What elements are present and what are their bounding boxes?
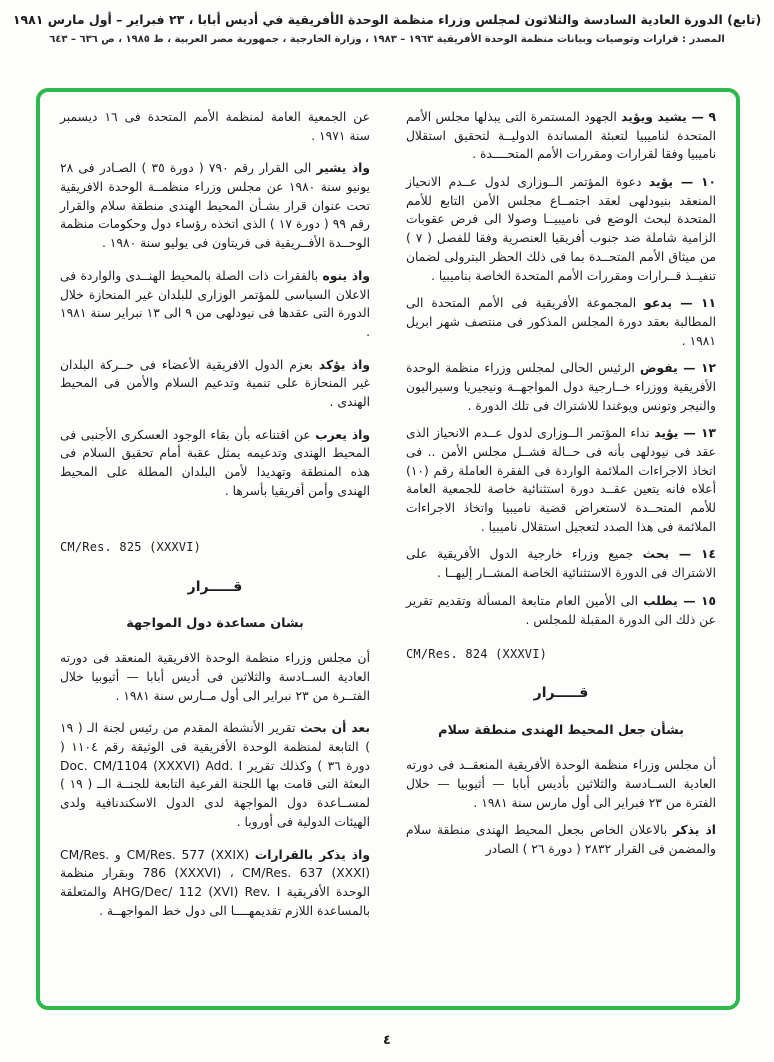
- green-frame: [36, 88, 740, 1010]
- header-source-line: المصدر : قرارات وتوصيات وبيانات منظمة الوحدة الأفريقية ١٩٦٣ – ١٩٨٣ ، وزارة الخارجية ، جمهورية مصر العربية ، ط ١٩٨٥ ، ص ٦٣٦ – ٦٤٣: [49, 34, 725, 45]
- document-header: [0, 0, 774, 45]
- affirms-paragraph: [60, 356, 370, 412]
- clause-12-text: الرئيس الحالى لمجلس وزراء منظمة الوحدة الأفريقية ووزراء خــارجية دول المواجهــة ونيجيريا وسيراليون والنيجر وتونس ويوغندا للاشتراك فى تلك الدورة .: [406, 361, 716, 413]
- refers-lead: واذ يشير: [316, 161, 370, 176]
- resolution-code-825: CM/Res. 825 (XXXVI): [60, 540, 202, 555]
- clause-12: [406, 359, 716, 415]
- resolution-824-opening-text: أن مجلس وزراء منظمة الوحدة الأفريقية المنعقــد فى دورته العادية الســادسة والثلاثين بأديس أبابا — أثيوبيا — خلال الفترة من ٢٣ فبراير الى أول مارس سنة ١٩٨١ .: [406, 758, 716, 810]
- clause-13-text: نداء المؤتمر الــوزارى لدول عــدم الانحياز الذى عقد فى نيودلهى بأنه فى حــالة فشــل مجلس الأمن .. فى اتخاذ الاجراءات الملائمة الواردة فى الفقرة العاملة رقم (١٠) أعلاه فانه يتعين عقــد دورة استثنائية خاصة للجمعية العامة للأمم المتحــدة لاستعراض قضية ناميبيا واتخاذ الاجراءات الملائمة فى هذا الصدد لتعجيل استقلال ناميبيا .: [406, 426, 716, 534]
- recalls-lead: واذ يذكر بالقرارات: [254, 847, 370, 862]
- examined-paragraph: [60, 719, 370, 831]
- clause-9-lead: ٩ — يشيد ويؤيد: [621, 110, 716, 124]
- column-right: [406, 108, 716, 994]
- clause-10: [406, 173, 716, 285]
- resolution-824-opening: [406, 756, 716, 812]
- notes-text: بالفقرات ذات الصلة بالمحيط الهنــدى والواردة فى الاعلان السياسى للمؤتمر الوزارى للبلدان غير المنحازة خلال الدورة التى عقدها فى نيودلهى من ٩ الى ١٣ نبراير سنة ١٩٨١ .: [60, 268, 370, 339]
- continuation-paragraph: [60, 108, 370, 145]
- resolution-code-824: CM/Res. 824 (XXXVI): [406, 647, 548, 662]
- resolution-824-recall-lead: اذ يذكر: [672, 823, 717, 838]
- clause-14-lead: ١٤ — بحث: [642, 547, 716, 562]
- affirms-text: بعزم الدول الافريقية الأعضاء فى حــركة البلدان غير المنحازة على تنمية وتدعيم السلام والأمن فى المحيط الهندى .: [60, 357, 370, 409]
- resolution-subject-824: بشأن جعل المحيط الهندى منطقة سلام: [438, 722, 684, 738]
- conviction-text: عن اقتناعه بأن بقاء الوجود العسكرى الأجنبى فى المحيط الهندى وتدعيمه يمثل عقبة أمام تحقيق السلام فى هذه المنطقة وتهديدا لأمن البلدان المطلة على المحيط الهندى وأمن أفريقيا بأسرها .: [60, 427, 370, 498]
- resolution-title-824: قـــــرار: [533, 685, 589, 702]
- column-left: [60, 108, 370, 994]
- refers-paragraph: [60, 159, 370, 252]
- examined-text: تقرير الأنشطة المقدم من رئيس لجنة الـ ( ١٩ ) التابعة لمنظمة الوحدة الأفريقية فى الوثيقة رقم ١١٠٤ ( دورة ٣٦ ) وكذلك تقرير Doc. CM/1104 (XXXVI) Add. I البعثة التى قامت بها اللجنة الفرعية التابعة للجنــة الــ ( ١٩ ) لمســاعدة دول المواجهة لدى الدول الاسكندنافية ولدى الهيئات الدولية فى أوروبا .: [60, 721, 370, 829]
- resolution-825-opening-text: أن مجلس وزراء منظمة الوحدة الافريقية المنعقد فى دورته العادية الســادسة والثلاثين فى أديس أبابا — أثيوبيا خلال الفتــرة من ٢٣ نبراير الى أول مــارس سنة ١٩٨١ .: [60, 651, 370, 703]
- clause-13: [406, 424, 716, 536]
- conviction-lead: واذ يعرب: [315, 427, 370, 442]
- resolution-824-recall-text: بالاعلان الخاص بجعل المحيط الهندى منطقة سلام والمضمن فى القرار ٢٨٣٢ ( دورة ٢٦ ) الصادر: [406, 823, 716, 856]
- text-columns: [60, 108, 716, 994]
- clause-9: [406, 108, 716, 164]
- resolution-825-opening: [60, 649, 370, 705]
- examined-lead: بعد أن بحث: [300, 721, 370, 736]
- resolution-subject-825: بشان مساعدة دول المواجهة: [126, 615, 304, 631]
- clause-11: [406, 294, 716, 350]
- notes-paragraph: [60, 267, 370, 342]
- clause-11-text: المجموعة الأفريقية فى الأمم المتحدة الى المطالبة بعقد دورة المجلس المذكور فى منتصف شهر ابريل ١٩٨١ .: [406, 296, 716, 348]
- resolution-824-recall: [406, 821, 716, 858]
- resolution-title-825: قـــــرار: [187, 578, 243, 595]
- recalls-paragraph: [60, 846, 370, 921]
- clause-14: [406, 545, 716, 582]
- clause-15-text: الى الأمين العام متابعة المسألة وتقديم تقرير عن ذلك الى الدورة المقبلة للمجلس .: [406, 593, 716, 627]
- recalls-text: CM/Res. 577 (XXIX) و CM/Res. 786 (XXXVI) ، CM/Res. 637 (XXXI) وبقرار منظمة الوحدة الأفريقية AHG/Dec/ 112 (XVI) Rev. I والمتعلقة بالمساعدة اللازم تقديمهــــا الى دول خط المواجهــة .: [60, 847, 370, 918]
- clause-9-text: الجهود المستمرة التى يبذلها مجلس الأمم المتحدة لناميبيا لتعبئة المساندة الدوليــة لتحقيق استقلال ناميبيا وفقا لقرارات ومقررات الأمم المتحــــدة .: [406, 110, 716, 162]
- clause-15: [406, 592, 716, 629]
- clause-14-text: جميع وزراء خارجية الدول الأفريقية على الاشتراك فى الدورة الاستثنائية الخاصة المشــار إليهــا .: [406, 547, 716, 581]
- affirms-lead: واذ يؤكد: [318, 357, 370, 372]
- refers-text: الى القرار رقم ٧٩٠ ( دورة ٣٥ ) الصـادر فى ٢٨ يونيو سنة ١٩٨٠ عن مجلس وزراء منظمــة الوحدة الافريقية تحت عنوان قرار بشـأن المحيط الهندى منطقة سلام والقرار رقم ٩٩ ( دورة ١٧ ) الذى اتخذه رؤساء دول وحكومات منظمة الوحــدة الأفــريقية فى فريتاون فى يوليو سنة ١٩٨٠ .: [60, 161, 370, 251]
- clause-10-text: دعوة المؤتمر الــوزارى لدول عــدم الانحياز المنعقد بنيودلهى لعقد اجتمــاع مجلس الأمن التابع للأمم المتحدة لبحث الوضع فى ناميبيــا وصولا الى فرض عقوبات الزامية شاملة ضد جنوب أفريقيا العنصرية وفقا للفصل ( ٧ ) من ميثاق الأمم المتحــدة بما فى ذلك الحظر البترولى لضمان تنفيــذ قــرارات ومقررات الأمم المتحدة الخاصة بناميبيا .: [406, 175, 716, 283]
- clause-10-lead: ١٠ — يؤيد: [648, 175, 716, 190]
- notes-lead: واذ ينوه: [322, 268, 370, 283]
- clause-13-lead: ١٣ — يؤيد: [654, 426, 716, 441]
- clause-15-lead: ١٥ — يطلب: [643, 593, 716, 608]
- conviction-paragraph: [60, 426, 370, 501]
- clause-12-lead: ١٢ — يفوض: [639, 361, 716, 376]
- header-session-title: (تابع) الدورة العادية السادسة والثلاثون لمجلس وزراء منظمة الوحدة الأفريقية في أديس أبابا ، ٢٣ فبراير – أول مارس ١٩٨١: [12, 12, 762, 27]
- page-number: ٤: [383, 1033, 391, 1048]
- continuation-text: عن الجمعية العامة لمنظمة الأمم المتحدة فى ١٦ ديسمبر سنة ١٩٧١ .: [60, 110, 370, 143]
- clause-11-lead: ١١ — يدعو: [644, 296, 716, 311]
